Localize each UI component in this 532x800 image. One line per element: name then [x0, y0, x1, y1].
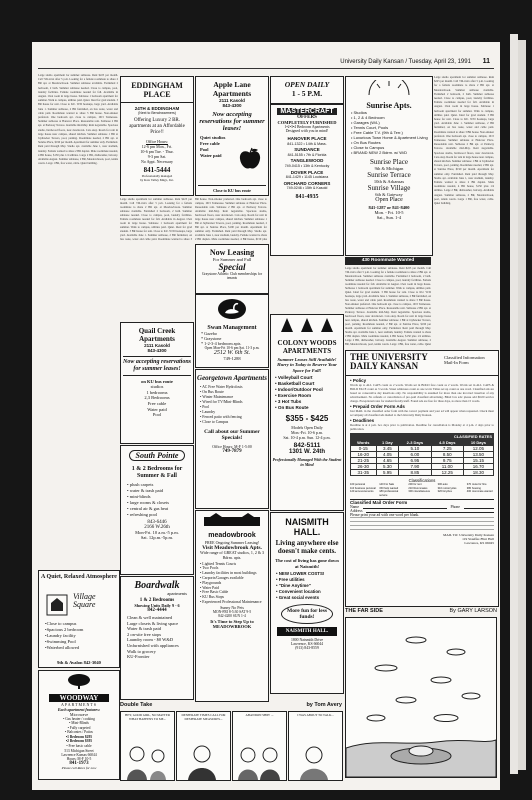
page-header [340, 58, 490, 65]
classified-info-form: THE UNIVERSITY DAILY KANSAN Classified Information Mail-In Form • Policy Words up to ALL CAPS count as 2 words. Words set in BOLD face count as 2 words. Words set in ALL CAPS & BOLD FACE count as 3 words. Street addresses count as one word. Times set up count as one word. Classified ads are based on consecutive day insertions only. No responsibility is assumed for more than one incorrect insertion of any advertisement. No refunds or cancellation of pre-paid classified advertising. Blind box ads: please add $6.00 service charge. Exceptional rates for student/faculty/staff. Found ads are free for three days, no more than 15 words. • Prepaid Order Form Ads Just MAIL in the classified order form with the correct payment and your ad will appear when requested. Check must accompany all classified ads mailed to the University Daily Kansan. • Deadlines Deadline is at 4 p.m. two days prior to publication. Deadline for cancellation is Monday at 4 p.m. 2 days prior to publication. CLASSIFIED RATES Words 1 Day 2-3 Days 4-5 Days 10 Days 0-15 3.45 5.10 7.25 12.05 16-20 4.05 6.00 8.50 13.50 21-25 4.65 6.95 9.75 15.15 26-30 5.30 7.90 11.00 16.70 31-35 5.95 8.85 12.25 18.30 Classifications 100 personal 140 For Sale 200 for rent 300 auto 370 route for hire 110 business personal 150 help wanted 210 Roommates 310 motorcycles 380 housing 120 announcements 180 professional service 300 miscellaneous 320 bicycles 400 roommate wanted Classified Mail Order Form Name Phone Address Please print your ad with one word per blank. MAIL TO: University Daily Kansan 119 Stauffer-Flint Hall Lawrence, KS 66045 [345, 350, 499, 607]
ad-apple-lane: Apple Lane Apartments 2111 Kasold 843-4300 Now accepting reservations for summer leases! Quiet studios Free cable Pool Water paid Close to KU bus route [195, 76, 269, 196]
far-side-panel [345, 617, 497, 778]
classified-listings-mid: Large studio apartment for summer sublease. Rent $225 per month. Call 749-xxxx after 5 p.m. Looking for a female roommate to share 2 BR apt. at Meadowbrook. Summer sublease available. Furnished 2 bedroom, 2 bath. Summer sublease needed. Close to campus, pool, laundry facilities. Female roommate needed for fall. Available in August. Own room in large house. Sublease 1 bedroom apartment for summer. Walk to campus, utilities paid. Quiet. Ideal for grad student. 3 BR house for rent. Close to KU. W/D hookups, large yard. Available June 1. Summer sublease, 2 BR furnished, on bus route, water and cable paid. Roommate wanted to share 3 BR house. Non-smoker preferred. One bedroom apt. close to campus, 1015 Tennessee. Summer sublease at Hanover Place. Reasonable rent. Sublease 2 BR apt. at Parkway Terrace. Available mid-May. Rent negotiable. Spacious studio, hardwood floors, near downtown. Cats okay. Room for rent in large house near campus, shared kitchen. Summer sublease 1 BR at Jayhawker Towers, pool, parking. Roommate needed, 2 BR apt. at Sunrise Place, $190 per month. Apartment for summer only. Furnished. Rent paid through May. Studio apt. available June 1, near stadium, laundry. Female wanted to share 2 BR duplex. Male roommate needed, 4 BR house, $150 plus [120, 198, 267, 241]
table-row: 16-20 4.05 6.00 8.50 13.50 [351, 452, 494, 458]
character-illustration [234, 740, 284, 780]
ad-boardwalk: Boardwalk apartments 1 & 2 Bedrooms Showing Units Daily 9 - 6 842-4444 Clean & well maintained Large closets & living space Water & trash paid 2 on-site free stops Laundry room - $0 W&D Unfurnished with appliances Walk to grocery KU-Frontier [120, 576, 194, 700]
table-row: 31-35 5.95 8.85 12.25 18.30 [351, 470, 494, 476]
swan-logo-icon [217, 298, 247, 320]
ad-colony-woods: COLONY WOODS APARTMENTS Summer Leases Still Available! Hurry in Today to Reserve Your Space for Fall! • Volleyball Court • Basketball Court • Indoor/Outdoor Pool • Exercise Room • 3 Hot Tubs • On Bus Route $355 - $425 Models Open Daily Mon.-Fri. 10-6 p.m. Sat. 10-4 p.m. Sun. 12-4 p.m. 842-5111 1301 W. 24th Professionally Managed With the Student in Mind [270, 314, 344, 511]
roommate-listings: Large studio apartment for summer sublease. Rent $225 per month. Call 749-xxxx after 5 p.m. Looking for a female roommate to share 2 BR apt. at Meadowbrook. Summer sublease available. Furnished 2 bedroom, 2 bath. Summer sublease needed. Close to campus, pool, laundry facilities. Female roommate needed for fall. Available in August. Own room in large house. Sublease 1 bedroom apartment for summer. Walk to campus, utilities paid. Quiet. Ideal for grad student. 3 BR house for rent. Close to KU. W/D hookups, large yard. Available June 1. Summer sublease, 2 BR furnished, on bus route, water and cable paid. Roommate wanted to share 3 BR house. Non-smoker preferred. One bedroom apt. close to campus, 1015 Tennessee. Summer sublease at Hanover Place. Reasonable rent. Sublease 2 BR apt. at Parkway Terrace. Available mid-May. Rent negotiable. Spacious studio, hardwood floors, near downtown. Cats okay. Room for rent in large house near campus, shared kitchen. Summer sublease 1 BR at Jayhawker Towers, pool, parking. Roommate needed, 2 BR apt. at Sunrise Place, $190 per month. Apartment for summer only. Furnished. Rent paid through May. Studio apt. available June 1, near stadium, laundry. Female wanted to share 2 BR duplex. Male roommate needed, 4 BR house, $150 plus 1/4 utilities. Large 2 BR, dishwasher, balcony. Available August. Summer sublease, 2 BR, Meadowbrook, pool, tennis courts. Large 1 BR, free water, cable. Quiet [345, 267, 431, 346]
sunrise-logo-icon [359, 80, 419, 96]
comic-panel-1: HEY, GOOD GIRL, NO MATTER WHAT HAPPENS TO ME... [120, 711, 175, 781]
far-side-comic [345, 608, 497, 778]
section-header-roommate: 430 Roommate Wanted [345, 257, 431, 265]
character-illustration [178, 740, 228, 780]
naismith-logo: NAISMITH HALL. [277, 627, 337, 636]
comic-panel-3: ABANDON SHIP! ... [232, 711, 287, 781]
ad-quail-creek: Quail Creek Apartments 2111 Kasold 843-4300 Now accepting reservations for summer leases! on KU bus route studios 1 bedrooms 2,3 Bedrooms Free cable Water paid Pool [120, 322, 194, 444]
comic-panel-4: I WAS ABOUT TO TALK... [288, 711, 343, 781]
ad-village-square: A Quiet, Relaxed Atmosphere Village Square •Close to campus •Spacious 2 bedroom •Laundry facility •Swimming Pool •Waterbed allowed 9th & Avalon 842-3040 [38, 570, 120, 668]
trees-icon [279, 318, 335, 334]
ad-swan-management: Swan Management * Gazebo * Graystone * 1-2-3-4 bedroom apts. Open Mon-Fri 10-6 pm Sat. 11-3 p.m. 2512 W. 6th St. 749-1288 [195, 294, 269, 368]
ad-sunrise: Sunrise Apts. • Studios • 1, 2 & 4 Bedroom • Garages (W/L) • Tennis Court, Pools • Free Cable T.V. (9th & Terr.) • Luxurious Town Home & Apartment Living • On Bus Routes • Close to Campus • BRAND NEW 2 Bdrm. w/ W/D Sunrise Place 9th & Michigan Sunrise Terrace 10th & Arkansas Sunrise Village 6th & Gateway Open Place 841-1287 or 841-8400 Mon. - Fri. 10-5 Sat., Sun. 1-4 [345, 76, 433, 256]
classified-rates-table: CLASSIFIED RATES Words 1 Day 2-3 Days 4-5 Days 10 Days 0-15 3.45 5.10 7.25 12.05 16-20 4.05 6.00 8.50 13.50 21-25 4.65 6.95 9.75 15.15 26-30 5.30 7.90 11.00 16.70 31-35 5.95 8.85 12.25 18.30 [350, 433, 494, 476]
ad-eddingham: EDDINGHAM PLACE 24TH & EDDINGHAM (Next to Benchwarmers) Offering Luxury 2 BR. apartments at an Affordable Price!! Office Hours: 12-6 pm Mon., Fri. 10-6 pm Tue. - Thur. 9-3 pm Sat. No Appt. Necessary 841-5444 Professionally managed by Kaw Valley Mngt., Inc. [120, 76, 194, 196]
classifications-grid: 100 personal 140 For Sale 200 for rent 300 auto 370 route for hire 110 business personal 150 help wanted 210 Roommates 310 motorcycles 380 housing 120 announcements 180 professional service 300 miscellaneous 320 bicycles 400 roommate wanted [350, 483, 493, 497]
ad-title: EDDINGHAM PLACE [121, 81, 193, 103]
flying-saucers-illustration [346, 618, 496, 777]
tree-icon [67, 673, 91, 689]
village-square-logo-icon [45, 593, 69, 617]
meadowbrook-logo-icon [202, 513, 262, 527]
table-row: 26-30 5.30 7.90 11.00 16.70 [351, 464, 494, 470]
page-edge [510, 34, 518, 774]
page-edge [518, 40, 526, 770]
classified-listings-right: Large studio apartment for summer sublease. Rent $225 per month. Call 749-xxxx after 5 p.m. Looking for a female roommate to share 2 BR apt. at Meadowbrook. Summer sublease available. Furnished 2 bedroom, 2 bath. Summer sublease needed. Close to campus, pool, laundry facilities. Female roommate needed for fall. Available in August. Own room in large house. Sublease 1 bedroom apartment for summer. Walk to campus, utilities paid. Quiet. Ideal for grad student. 3 BR house for rent. Close to KU. W/D hookups, large yard. Available June 1. Summer sublease, 2 BR furnished, on bus route, water and cable paid. Roommate wanted to share 3 BR house. Non-smoker preferred. One bedroom apt. close to campus, 1015 Tennessee. Summer sublease at Hanover Place. Reasonable rent. Sublease 2 BR apt. at Parkway Terrace. Available mid-May. Rent negotiable. Spacious studio, hardwood floors, near downtown. Cats okay. Room for rent in large house near campus, shared kitchen. Summer sublease 1 BR at Jayhawker Towers, pool, parking. Roommate needed, 2 BR apt. at Sunrise Place, $190 per month. Apartment for summer only. Furnished. Rent paid through May. Studio apt. available June 1, near stadium, laundry. Female wanted to share 2 BR duplex. Male roommate needed, 4 BR house, $150 plus 1/4 utilities. Large 2 BR, dishwasher, balcony. Available August. Summer sublease, 2 BR, Meadowbrook, pool, tennis courts. Large 1 BR, free water, cable. Quiet building. [434, 76, 494, 206]
ad-georgetown: Georgetown Apartments • AC Free Water Hydrolosis • On Bus Route • Winter Maintenance • Wired for TV/Mini-Blinds • Pool • Laundry • Fenced patio with fencing • Close to Campus Call about our Summer Specials! Office Hours: M-F 1-5:00 749-7879 [195, 369, 269, 509]
table-row: 0-15 3.45 5.10 7.25 12.05 [351, 446, 494, 452]
header-text: University Daily Kansan / Tuesday, April 23, 1991 [340, 59, 471, 65]
apple-icon [237, 147, 263, 171]
double-take-comic [120, 702, 342, 780]
ad-naismith-hall: NAISMITH HALL. Living anywhere else doesn't make cents. The cost of living has gone down at Naismith! • NEW LOWER COSTS! • Free utilities • "Dine Anytime" • Convenient location • Great social events More fun for less funds! NAISMITH HALL. 1800 Naismith Drive Lawrence, KS 66044 (913) 843-8559 [270, 512, 344, 694]
ad-woodway: WOODWAY APARTMENTS Each apartment features: Microwave • Gas heater / cooking • Mini-Blinds • Fully carpeted • Balconies / Patios •1 Bedroom $295 •2 Bedroom $395 • Free basic cable 513 Michigan Street Lawrence Kansas 66044 Hours: M-F 10-5 841-1973 Please call Rates for now [38, 670, 120, 780]
comic-title: THE FAR SIDE [345, 608, 383, 614]
ad-now-leasing: Now Leasing For Summer and Fall Special Graystone Athletic Club memberships for tenants [195, 244, 269, 294]
ad-mastercraft: MASTERCRAFT OFFERS COMPLETELY FURNISHED 1•2•3•4 Bedroom Apartments Designed with you in mind! HANOVER PLACE 841-1322 • 14th & Mass. SUNDANCE 841-5155 • 7th & Florida TANGLEWOOD 749-0415 • 13th & Kentucky DOVER PLACE 841-1429 • 1145 Louisiana ORCHARD CORNERS 749-0246 • 15th & Kasold 841-4935 [270, 104, 344, 256]
comic-panel-2: DESPERATE TIMES CALL FOR DESPERATE MEASURES... [176, 711, 231, 781]
ad-text-grid[interactable] [350, 517, 494, 533]
newspaper-page [32, 42, 500, 790]
classified-listings: Large studio apartment for summer sublease. Rent $225 per month. Call 749-xxxx after 5 p.m. Looking for a female roommate to share 2 BR apt. at Meadowbrook. Summer sublease available. Furnished 2 bedroom, 2 bath. Summer sublease needed. Close to campus, pool, laundry facilities. Female roommate needed for fall. Available in August. Own room in large house. Sublease 1 bedroom apartment for summer. Walk to campus, utilities paid. Quiet. Ideal for grad student. 3 BR house for rent. Close to KU. W/D hookups, large yard. Available June 1. Summer sublease, 2 BR furnished, on bus route, water and cable paid. Roommate wanted to share 3 BR house. Non-smoker preferred. One bedroom apt. close to campus, 1015 Tennessee. Summer sublease at Hanover Place. Reasonable rent. Sublease 2 BR apt. at Parkway Terrace. Available mid-May. Rent negotiable. Spacious studio, hardwood floors, near downtown. Cats okay. Room for rent in large house near campus, shared kitchen. Summer sublease 1 BR at Jayhawker Towers, pool, parking. Roommate needed, 2 BR apt. at Sunrise Place, $190 per month. Apartment for summer only. Furnished. Rent paid through May. Studio apt. available June 1, near stadium, laundry. Female wanted to share 2 BR duplex. Male roommate needed, 4 BR house, $150 plus 1/4 utilities. Large 2 BR, dishwasher, balcony. Available August. Summer sublease, 2 BR, Meadowbrook, pool, tennis courts. Large 1 BR, free water, cable. Quiet building. [38, 74, 118, 166]
table-row: 21-25 4.65 6.95 9.75 15.15 [351, 458, 494, 464]
ad-meadowbrook: meadowbrook FREE Ongoing Summer Leasing! Visit Meadowbrook Apts. Wide range of GREAT studios, 1, 2 & 3 Bdrm. apts. • Lighted Tennis Courts • Two Pools • Laundry facilities in most buildings • Carports/Garages available • Playgrounds • Water Paid • Free Basic Cable • KU Bus Stops • Experienced Professional Maintenance Sunny No Pets MON-FRI 8-5:30 SAT 9-5 842-4200 SUN 1-4 It's Time to Step Up to MEADOWBROOK [195, 510, 269, 702]
character-illustration [122, 740, 172, 780]
ad-open-daily: OPEN DAILY 1 - 5 P.M. [270, 76, 344, 104]
header-rule [38, 68, 494, 69]
comic-title: Double Take [120, 702, 153, 708]
character-illustration [290, 740, 340, 780]
ad-south-pointe: South Pointe 1 & 2 Bedrooms for Summer & Fall • plush carpets • water & trash paid • mini-blinds • large rooms & closets • central air & gas heat • refreshing pool 843-6446 2166 W.26th Mon-Fri. 10 a.m.-5 p.m. Sat. 12p.m.-5p.m. [120, 445, 194, 575]
comic-author: by Tom Avery [306, 702, 342, 708]
comic-author: By GARY LARSON [449, 608, 497, 614]
page-number: 11 [482, 58, 490, 65]
